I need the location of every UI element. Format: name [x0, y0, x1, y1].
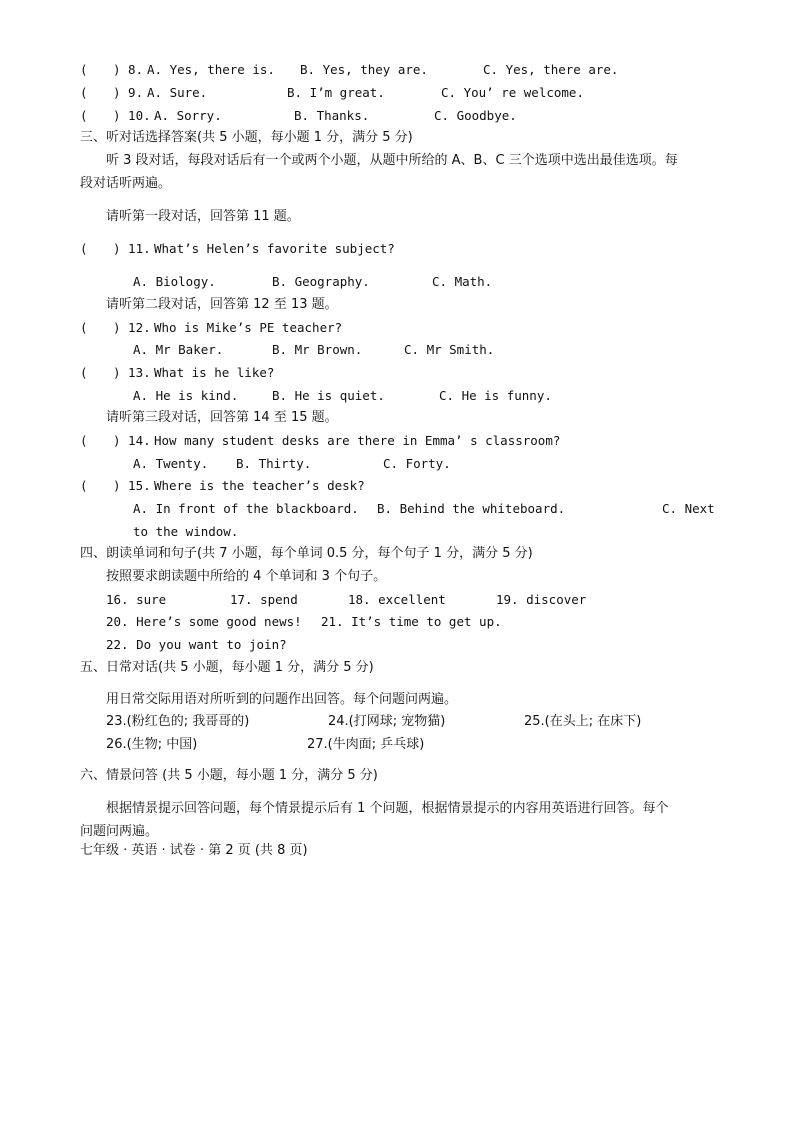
- page-footer: 七年级 · 英语 · 试卷 · 第 2 页 (共 8 页): [80, 843, 308, 858]
- question-text: Where is the teacher’s desk?: [154, 478, 365, 493]
- question-number: ) 14.: [113, 433, 151, 448]
- option-b: B. Mr Brown.: [272, 342, 363, 357]
- answer-bracket: (: [80, 320, 118, 335]
- option-a: A. He is kind.: [133, 388, 239, 403]
- question-text: How many student desks are there in Emma’ s classroom?: [154, 433, 561, 448]
- dialogue-item: 23.(粉红色的; 我哥哥的): [106, 714, 250, 729]
- section-title: 三、听对话选择答案(共 5 小题，每小题 1 分，满分 5 分): [80, 130, 413, 145]
- option-c: C. Next: [662, 501, 715, 516]
- word-item: 16. sure: [106, 592, 167, 607]
- option-a: A. Mr Baker.: [133, 342, 224, 357]
- section-instruction: 根据情景提示回答问题，每个情景提示后有 1 个问题，根据情景提示的内容用英语进行回答。每个: [106, 801, 669, 816]
- word-item: 19. discover: [496, 592, 587, 607]
- answer-bracket: (: [80, 62, 118, 77]
- answer-bracket: (: [80, 433, 118, 448]
- question-number: ) 10.: [113, 108, 151, 123]
- section-instruction: 听 3 段对话，每段对话后有一个或两个小题，从题中所给的 A、B、C 三个选项中选出最佳选项。每: [106, 153, 678, 168]
- word-item: 17. spend: [230, 592, 298, 607]
- dialogue-intro: 请听第二段对话，回答第 12 至 13 题。: [106, 297, 338, 312]
- answer-bracket: (: [80, 85, 118, 100]
- sentence-item: 20. Here’s some good news!: [106, 614, 302, 629]
- option-b: B. I’m great.: [287, 85, 385, 100]
- section-instruction: 段对话听两遍。: [80, 176, 172, 191]
- section-title: 四、朗读单词和句子(共 7 小题，每个单词 0.5 分，每个句子 1 分，满分 5 分): [80, 546, 533, 561]
- option-b: B. Geography.: [272, 274, 370, 289]
- option-c: C. You’ re welcome.: [441, 85, 584, 100]
- section-title: 五、日常对话(共 5 小题，每小题 1 分，满分 5 分): [80, 660, 374, 675]
- dialogue-item: 24.(打网球; 宠物猫): [328, 714, 446, 729]
- option-b: B. Thanks.: [294, 108, 370, 123]
- option-c: C. He is funny.: [439, 388, 552, 403]
- section-instruction: 用日常交际用语对所听到的问题作出回答。每个问题问两遍。: [106, 692, 458, 707]
- question-number: ) 11.: [113, 241, 151, 256]
- option-a: A. Sure.: [147, 85, 208, 100]
- dialogue-item: 26.(生物; 中国): [106, 737, 198, 752]
- option-c: C. Math.: [432, 274, 493, 289]
- option-a: A. Twenty.: [133, 456, 209, 471]
- question-text: Who is Mike’s PE teacher?: [154, 320, 343, 335]
- answer-bracket: (: [80, 108, 118, 123]
- question-number: ) 8.: [113, 62, 144, 77]
- sentence-item: 21. It’s time to get up.: [321, 614, 502, 629]
- question-text: What is he like?: [154, 365, 275, 380]
- section-instruction: 问题问两遍。: [80, 824, 159, 839]
- answer-bracket: (: [80, 365, 118, 380]
- answer-bracket: (: [80, 241, 118, 256]
- option-b: B. Thirty.: [236, 456, 312, 471]
- question-number: ) 12.: [113, 320, 151, 335]
- option-c: C. Goodbye.: [434, 108, 517, 123]
- question-number: ) 15.: [113, 478, 151, 493]
- dialogue-item: 25.(在头上; 在床下): [524, 714, 642, 729]
- answer-bracket: (: [80, 478, 118, 493]
- dialogue-intro: 请听第一段对话，回答第 11 题。: [106, 209, 300, 224]
- dialogue-intro: 请听第三段对话，回答第 14 至 15 题。: [106, 410, 338, 425]
- question-number: ) 9.: [113, 85, 144, 100]
- question-text: What’s Helen’s favorite subject?: [154, 241, 395, 256]
- dialogue-item: 27.(牛肉面; 乒乓球): [307, 737, 425, 752]
- option-b: B. Behind the whiteboard.: [377, 501, 566, 516]
- sentence-item: 22. Do you want to join?: [106, 637, 287, 652]
- option-c: C. Mr Smith.: [404, 342, 495, 357]
- option-a: A. In front of the blackboard.: [133, 501, 359, 516]
- option-b: B. Yes, they are.: [300, 62, 428, 77]
- option-b: B. He is quiet.: [272, 388, 385, 403]
- section-instruction: 按照要求朗读题中所给的 4 个单词和 3 个句子。: [106, 569, 387, 584]
- question-number: ) 13.: [113, 365, 151, 380]
- option-c-continued: to the window.: [133, 524, 239, 539]
- option-a: A. Yes, there is.: [147, 62, 275, 77]
- section-title: 六、情景问答 (共 5 小题，每小题 1 分，满分 5 分): [80, 768, 378, 783]
- option-a: A. Biology.: [133, 274, 216, 289]
- option-a: A. Sorry.: [154, 108, 222, 123]
- option-c: C. Forty.: [383, 456, 451, 471]
- option-c: C. Yes, there are.: [483, 62, 619, 77]
- word-item: 18. excellent: [348, 592, 446, 607]
